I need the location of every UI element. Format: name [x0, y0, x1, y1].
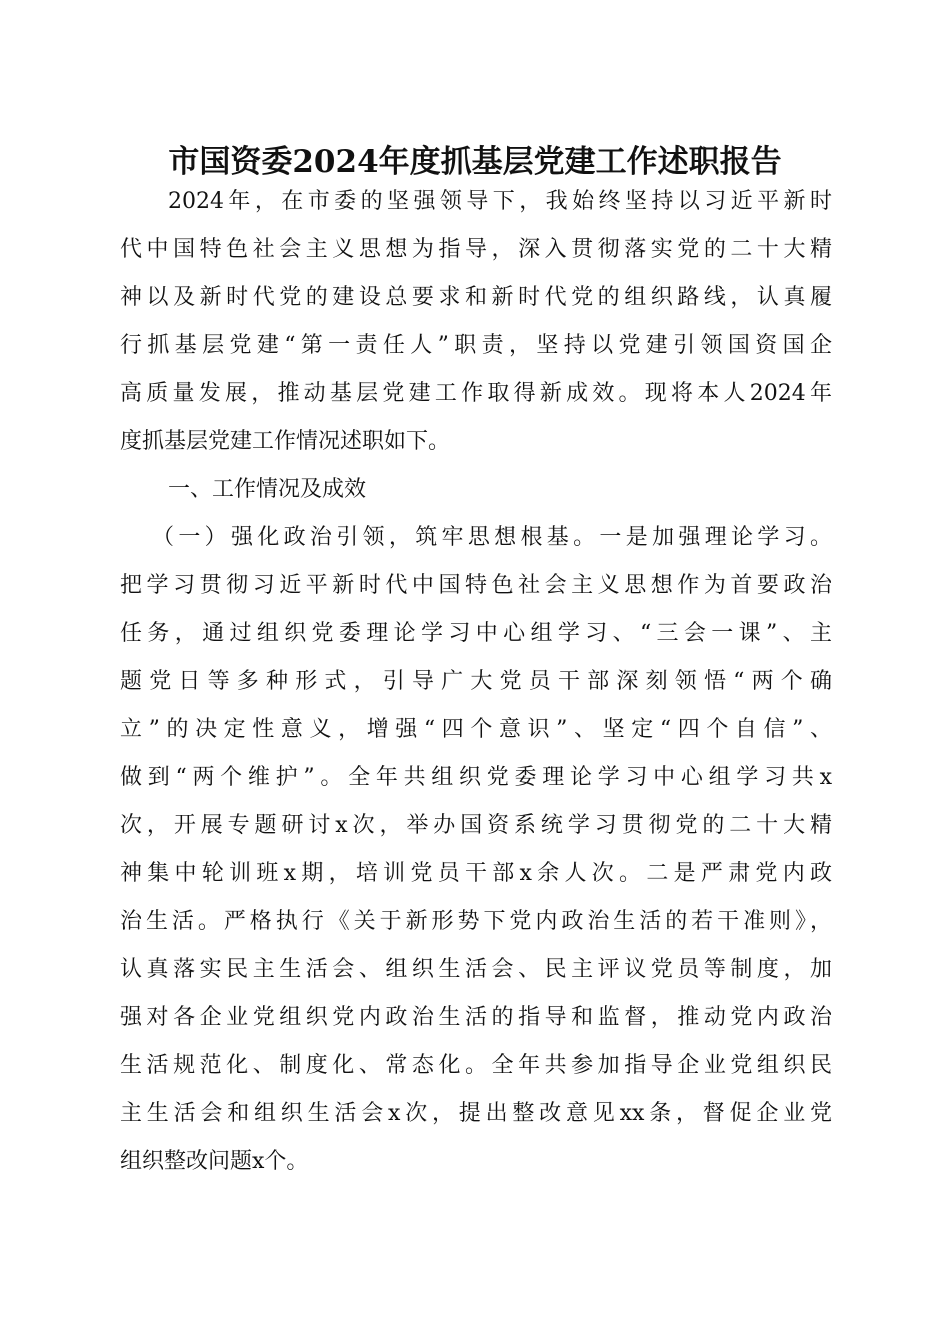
- paragraph-line: 任务，通过组织党委理论学习中心组学习、“三会一课”、主: [120, 621, 832, 646]
- paragraph-line: 2024年，在市委的坚强领导下，我始终坚持以习近平新时: [168, 189, 832, 214]
- paragraph-line: 立”的决定性意义，增强“四个意识”、坚定“四个自信”、: [120, 717, 832, 742]
- paragraph-line: 主生活会和组织生活会x次，提出整改意见xx条，督促企业党: [120, 1101, 832, 1126]
- paragraph-line: 强对各企业党组织党内政治生活的指导和监督，推动党内政治: [120, 1005, 832, 1030]
- paragraph-line: 代中国特色社会主义思想为指导，深入贯彻落实党的二十大精: [120, 237, 832, 262]
- paragraph-line: 题党日等多种形式，引导广大党员干部深刻领悟“两个确: [120, 669, 832, 694]
- paragraph-line: 生活规范化、制度化、常态化。全年共参加指导企业党组织民: [120, 1053, 832, 1078]
- paragraph-line: 组织整改问题x个。: [120, 1149, 309, 1174]
- paragraph-line: 治生活。严格执行《关于新形势下党内政治生活的若干准则》，: [120, 909, 832, 934]
- paragraph-line: 做到“两个维护”。全年共组织党委理论学习中心组学习共x: [120, 765, 832, 790]
- paragraph-line: 次，开展专题研讨x次，举办国资系统学习贯彻党的二十大精: [120, 813, 832, 838]
- paragraph-line: （一）强化政治引领，筑牢思想根基。一是加强理论学习。: [152, 525, 832, 550]
- paragraph-line: 神集中轮训班x期，培训党员干部x余人次。二是严肃党内政: [120, 861, 832, 886]
- paragraph-line: 度抓基层党建工作情况述职如下。: [120, 429, 451, 454]
- paragraph-line: 神以及新时代党的建设总要求和新时代党的组织路线，认真履: [120, 285, 832, 310]
- document-body: [120, 178, 832, 1186]
- document-title: 市国资委2024年度抓基层党建工作述职报告: [168, 144, 782, 180]
- paragraph-line: 高质量发展，推动基层党建工作取得新成效。现将本人2024年: [120, 381, 832, 406]
- section-heading: 一、工作情况及成效: [168, 477, 367, 502]
- paragraph-line: 认真落实民主生活会、组织生活会、民主评议党员等制度，加: [120, 957, 832, 982]
- paragraph-line: 行抓基层党建“第一责任人”职责，坚持以党建引领国资国企: [120, 333, 832, 358]
- paragraph-line: 把学习贯彻习近平新时代中国特色社会主义思想作为首要政治: [120, 573, 832, 598]
